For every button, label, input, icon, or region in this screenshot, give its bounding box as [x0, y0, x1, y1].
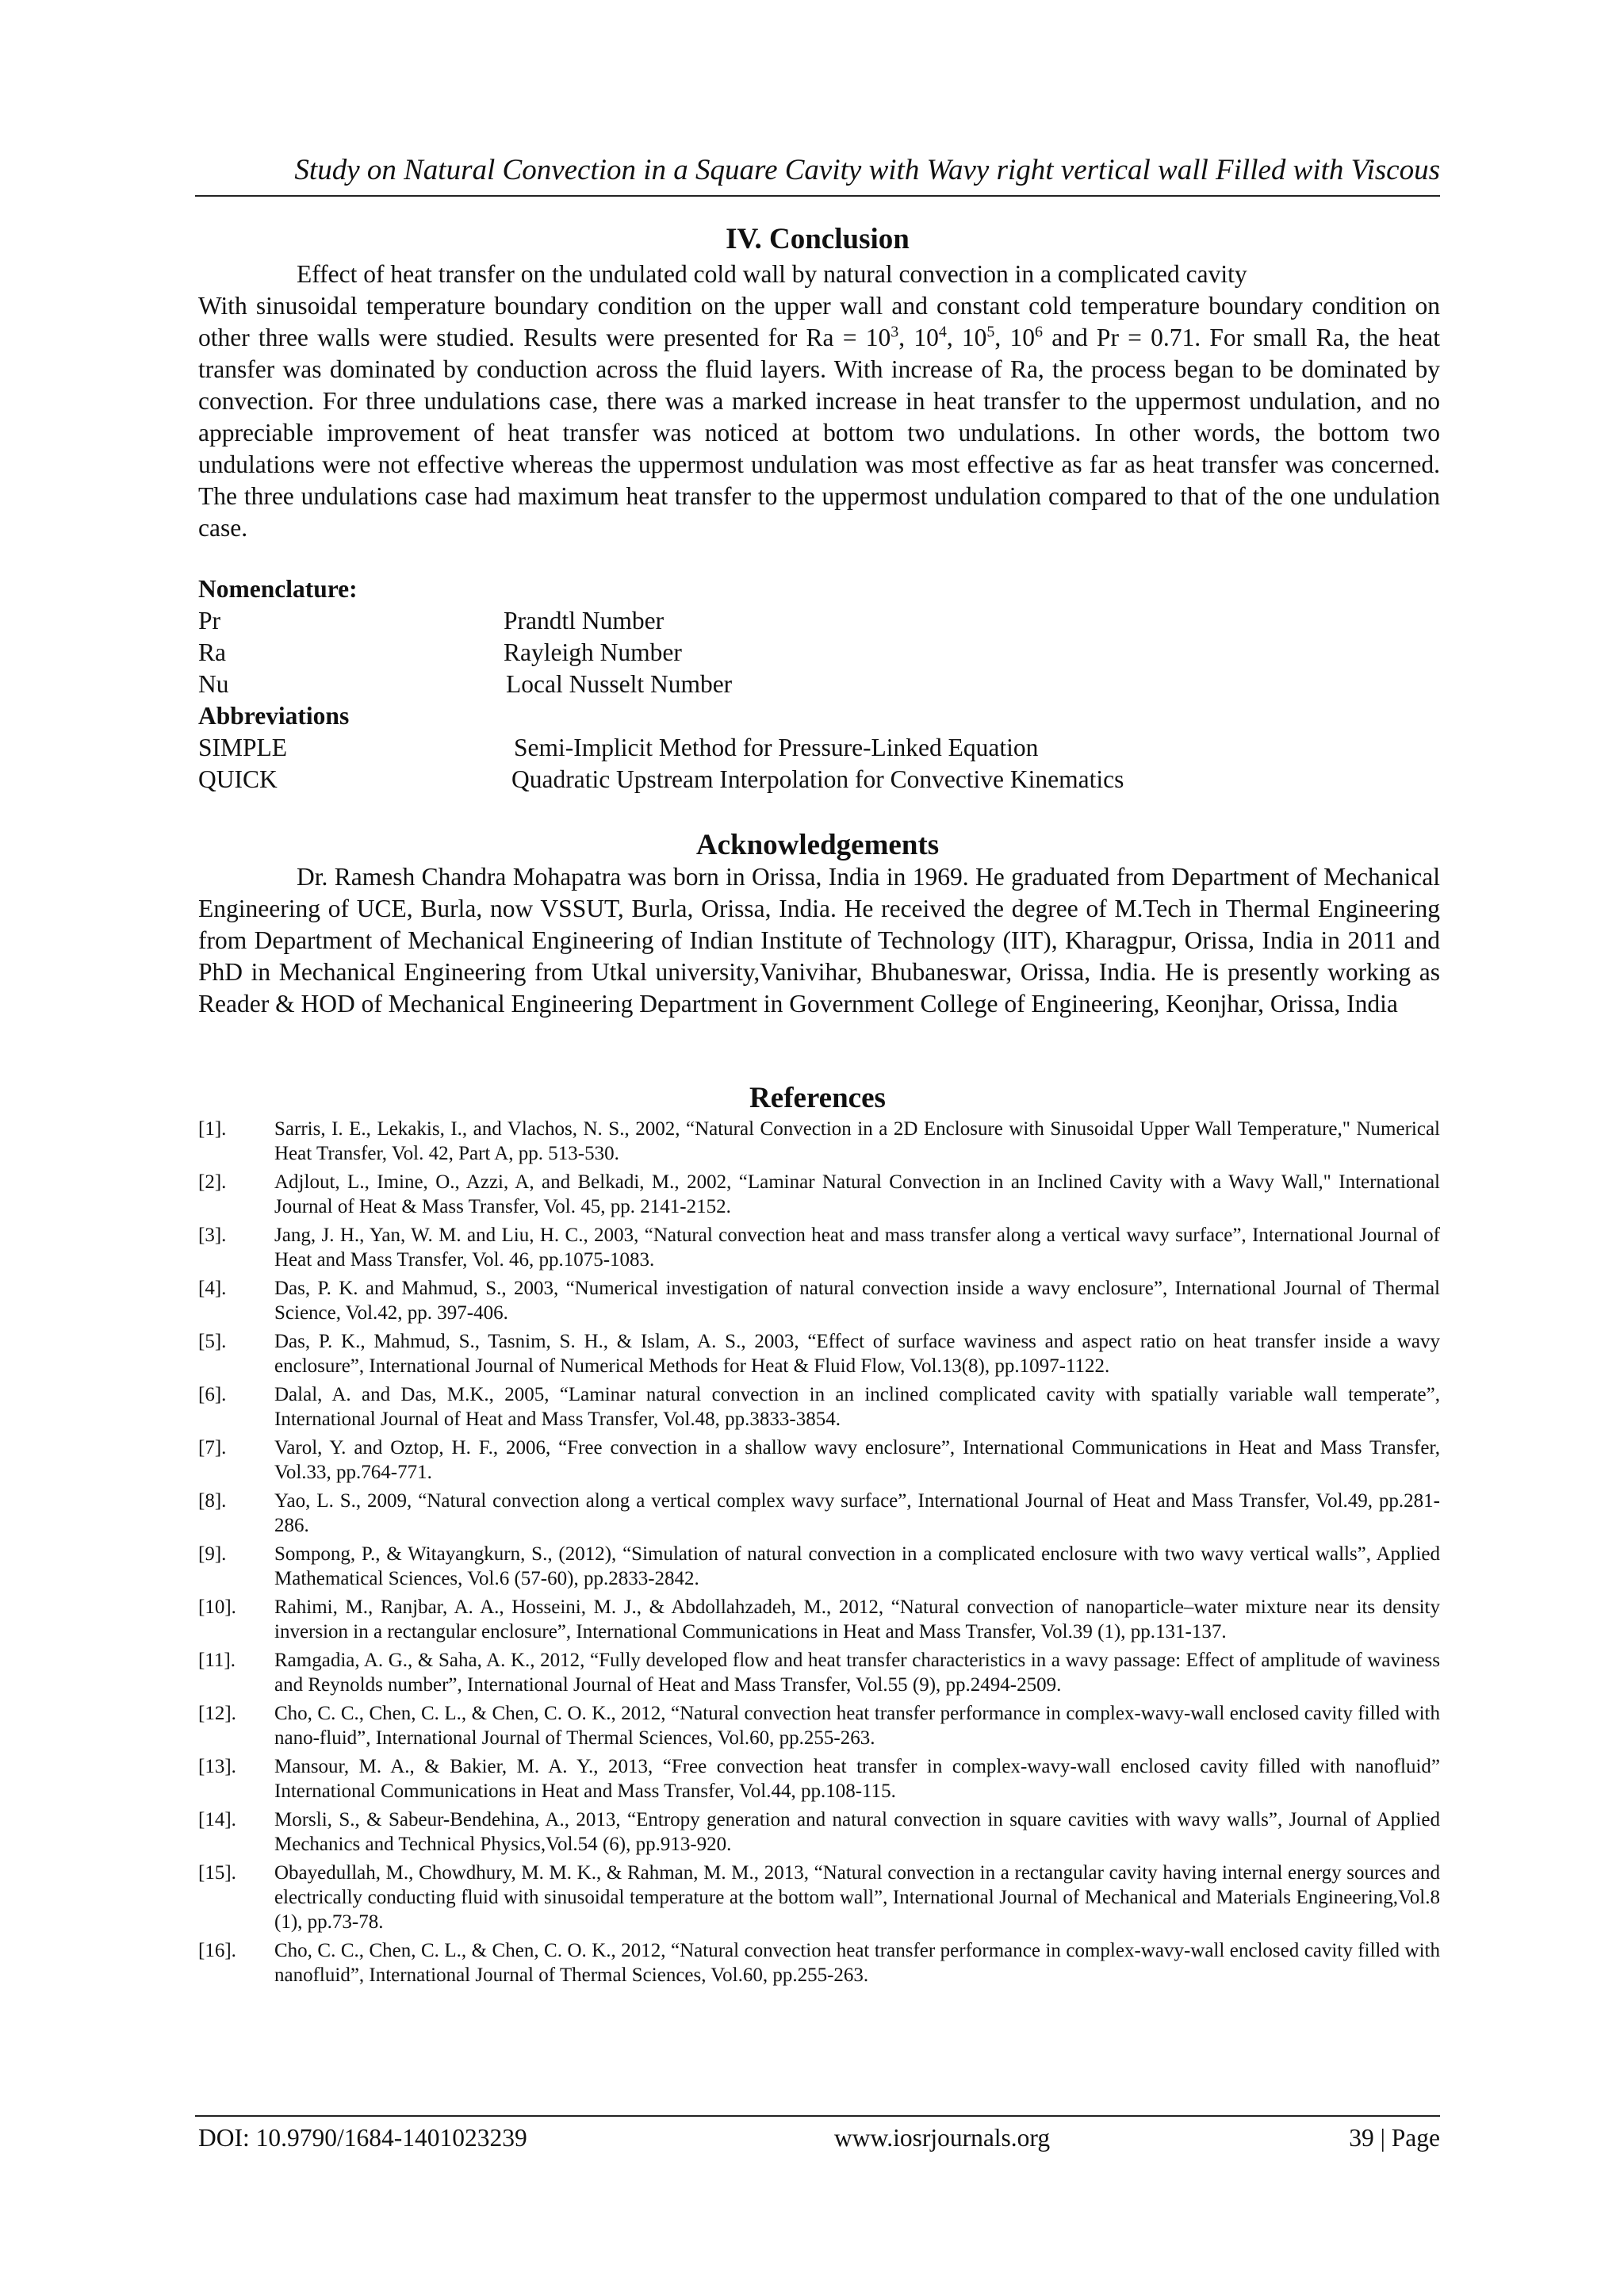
separator: , 10: [994, 324, 1036, 351]
reference-number: [1].: [198, 1118, 227, 1140]
reference-item: [198, 1489, 1440, 1538]
reference-text: Das, P. K., Mahmud, S., Tasnim, S. H., & Islam, A. S., 2003, “Effect of surface waviness and aspect ratio on heat transfer inside a wavy enclosure”, International Journal of Numerical Methods for Heat & Fluid Flow, Vol.13(8), pp.1097-1122.: [274, 1331, 1440, 1377]
abbreviation-row: [198, 732, 1440, 764]
nomenclature-symbol: Pr: [198, 607, 221, 634]
reference-item: [198, 1861, 1440, 1934]
abbreviations-heading: Abbreviations: [198, 702, 350, 730]
nomenclature-symbol: Nu: [198, 670, 229, 698]
reference-number: [3].: [198, 1225, 227, 1246]
references-heading: References: [749, 1082, 886, 1114]
exponent: 3: [891, 323, 899, 341]
reference-text: Das, P. K. and Mahmud, S., 2003, “Numerical investigation of natural convection inside a wavy enclosure”, International Journal of Thermal Science, Vol.42, pp. 397-406.: [274, 1278, 1440, 1324]
acknowledgements-paragraph: [198, 861, 1440, 1020]
nomenclature-row: [198, 669, 1440, 700]
reference-text: Ramgadia, A. G., & Saha, A. K., 2012, “Fully developed flow and heat transfer characteristics in a wavy passage: Effect of amplitude of waviness and Reynolds number”, International Journal of Heat and Mass Transfer, Vol.55 (9), pp.2494-2509.: [274, 1650, 1440, 1696]
reference-text: Sarris, I. E., Lekakis, I., and Vlachos, N. S., 2002, “Natural Convection in a 2D Enclosure with Sinusoidal Upper Wall Temperature," Numerical Heat Transfer, Vol. 42, Part A, pp. 513-530.: [274, 1118, 1440, 1164]
nomenclature-definition: Prandtl Number: [504, 607, 665, 634]
reference-text: Jang, J. H., Yan, W. M. and Liu, H. C., 2003, “Natural convection heat and mass transfer along a vertical wavy surface”, International Journal of Heat and Mass Transfer, Vol. 46, pp.1075-1083.: [274, 1225, 1440, 1271]
conclusion-subtitle: Effect of heat transfer on the undulated cold wall by natural convection in a complicated cavity: [297, 260, 1247, 288]
reference-number: [14].: [198, 1809, 236, 1830]
abbreviation-definition: Semi-Implicit Method for Pressure-Linked Equation: [514, 734, 1039, 761]
reference-item: [198, 1223, 1440, 1272]
reference-item: [198, 1807, 1440, 1857]
reference-text: Dalal, A. and Das, M.K., 2005, “Laminar natural convection in an inclined complicated cavity with spatially variable wall temperate”, International Journal of Heat and Mass Transfer, Vol.48, pp.3833-3854.: [274, 1384, 1440, 1430]
footer-divider: [195, 2115, 1440, 2117]
reference-text: Cho, C. C., Chen, C. L., & Chen, C. O. K., 2012, “Natural convection heat transfer performance in complex-wavy-wall enclosed cavity filled with nano-fluid”, International Journal of Thermal Sciences, Vol.60, pp.255-263.: [274, 1703, 1440, 1749]
reference-text: Yao, L. S., 2009, “Natural convection along a vertical complex wavy surface”, International Journal of Heat and Mass Transfer, Vol.49, pp.281-286.: [274, 1490, 1440, 1536]
reference-text: Cho, C. C., Chen, C. L., & Chen, C. O. K., 2012, “Natural convection heat transfer performance in complex-wavy-wall enclosed cavity filled with nanofluid”, International Journal of Thermal Sciences, Vol.60, pp.255-263.: [274, 1940, 1440, 1986]
conclusion-paragraph: [198, 290, 1440, 544]
separator: , 10: [898, 324, 939, 351]
reference-text: Sompong, P., & Witayangkurn, S., (2012), “Simulation of natural convection in a complicated enclosure with two wavy vertical walls”, Applied Mathematical Sciences, Vol.6 (57-60), pp.2833-2842.: [274, 1543, 1440, 1589]
reference-number: [4].: [198, 1278, 227, 1299]
reference-text: Rahimi, M., Ranjbar, A. A., Hosseini, M. J., & Abdollahzadeh, M., 2012, “Natural convection of nanoparticle–water mixture near its density inversion in a rectangular enclosure”, International Communications in Heat and Mass Transfer, Vol.39 (1), pp.131-137.: [274, 1596, 1440, 1642]
abbreviation-symbol: SIMPLE: [198, 734, 288, 761]
exponent: 4: [938, 323, 947, 341]
reference-number: [10].: [198, 1596, 236, 1618]
header-divider: [195, 195, 1440, 197]
separator: , 10: [946, 324, 987, 351]
reference-number: [9].: [198, 1543, 227, 1565]
reference-number: [11].: [198, 1650, 236, 1671]
conclusion-heading: IV. Conclusion: [726, 223, 910, 255]
reference-item: [198, 1701, 1440, 1750]
nomenclature-row: [198, 637, 1440, 669]
reference-text: Obayedullah, M., Chowdhury, M. M. K., & Rahman, M. M., 2013, “Natural convection in a rectangular cavity having internal energy sources and electrically conducting fluid with sinusoidal temperature at the bottom wall”, International Journal of Mechanical and Materials Engineering,Vol.8 (1), pp.73-78.: [274, 1862, 1440, 1933]
exponent: 5: [986, 323, 995, 341]
acknowledgements-heading: Acknowledgements: [695, 829, 940, 861]
reference-item: [198, 1170, 1440, 1219]
reference-text: Varol, Y. and Oztop, H. F., 2006, “Free convection in a shallow wavy enclosure”, International Communications in Heat and Mass Transfer, Vol.33, pp.764-771.: [274, 1437, 1440, 1483]
nomenclature-row: [198, 605, 1440, 637]
nomenclature-heading: Nomenclature:: [198, 575, 358, 603]
footer-page-number: 39 | Page: [1349, 2124, 1440, 2152]
reference-item: [198, 1435, 1440, 1485]
reference-item: [198, 1382, 1440, 1432]
reference-item: [198, 1329, 1440, 1378]
running-title: Study on Natural Convection in a Square Cavity with Wavy right vertical wall Filled with Viscous: [294, 154, 1440, 186]
reference-item: [198, 1648, 1440, 1697]
reference-text: Adjlout, L., Imine, O., Azzi, A, and Belkadi, M., 2002, “Laminar Natural Convection in an Inclined Cavity with a Wavy Wall," International Journal of Heat & Mass Transfer, Vol. 45, pp. 2141-2152.: [274, 1171, 1440, 1217]
nomenclature-definition: Local Nusselt Number: [506, 670, 733, 698]
footer-doi: DOI: 10.9790/1684-1401023239: [198, 2124, 527, 2152]
nomenclature-symbol: Ra: [198, 638, 226, 666]
reference-number: [13].: [198, 1756, 236, 1777]
reference-number: [8].: [198, 1490, 227, 1512]
abbreviation-symbol: QUICK: [198, 765, 278, 793]
reference-number: [16].: [198, 1940, 236, 1961]
reference-item: [198, 1754, 1440, 1803]
acknowledgements-text: Dr. Ramesh Chandra Mohapatra was born in Orissa, India in 1969. He graduated from Department of Mechanical Engineering of UCE, Burla, now VSSUT, Burla, Orissa, India. He received the degree of M.Tech in Thermal Engineering from Department of Mechanical Engineering of Indian Institute of Technology (IIT), Kharagpur, Orissa, India in 2011 and PhD in Mechanical Engineering from Utkal university,Vanivihar, Bhubaneswar, Orissa, India. He is presently working as Reader & HOD of Mechanical Engineering Department in Government College of Engineering, Keonjhar, Orissa, India: [198, 863, 1440, 1018]
reference-item: [198, 1276, 1440, 1325]
abbreviation-row: [198, 764, 1440, 795]
nomenclature-definition: Rayleigh Number: [504, 638, 682, 666]
conclusion-text-a: With sinusoidal temperature boundary condition on the upper wall and constant cold temperature boundary condition on other three walls were studied. Results were presented for Ra = 10: [198, 292, 1440, 351]
abbreviation-definition: Quadratic Upstream Interpolation for Convective Kinematics: [511, 765, 1124, 793]
exponent: 6: [1035, 323, 1044, 341]
reference-number: [6].: [198, 1384, 227, 1405]
reference-item: [198, 1595, 1440, 1644]
conclusion-text-b: and Pr = 0.71. For small Ra, the heat transfer was dominated by conduction across the fluid layers. With increase of Ra, the process began to be dominated by convection. For three undulations case, there was a marked increase in heat transfer to the uppermost undulation, and no appreciable improvement of heat transfer was noticed at bottom two undulations. In other words, the bottom two undulations were not effective whereas the uppermost undulation was most effective as far as heat transfer was concerned. The three undulations case had maximum heat transfer to the uppermost undulation compared to that of the one undulation case.: [198, 324, 1441, 542]
reference-list: [198, 1117, 1440, 1991]
reference-number: [7].: [198, 1437, 227, 1458]
footer-website: www.iosrjournals.org: [834, 2124, 1051, 2152]
reference-text: Morsli, S., & Sabeur-Bendehina, A., 2013, “Entropy generation and natural convection in square cavities with wavy walls”, Journal of Applied Mechanics and Technical Physics,Vol.54 (6), pp.913-920.: [274, 1809, 1440, 1855]
reference-number: [2].: [198, 1171, 227, 1193]
reference-item: [198, 1542, 1440, 1591]
reference-number: [12].: [198, 1703, 236, 1724]
reference-item: [198, 1938, 1440, 1987]
reference-number: [15].: [198, 1862, 236, 1884]
reference-item: [198, 1117, 1440, 1166]
reference-text: Mansour, M. A., & Bakier, M. A. Y., 2013, “Free convection heat transfer in complex-wavy-wall enclosed cavity filled with nanofluid” International Communications in Heat and Mass Transfer, Vol.44, pp.108-115.: [274, 1756, 1440, 1802]
reference-number: [5].: [198, 1331, 227, 1352]
